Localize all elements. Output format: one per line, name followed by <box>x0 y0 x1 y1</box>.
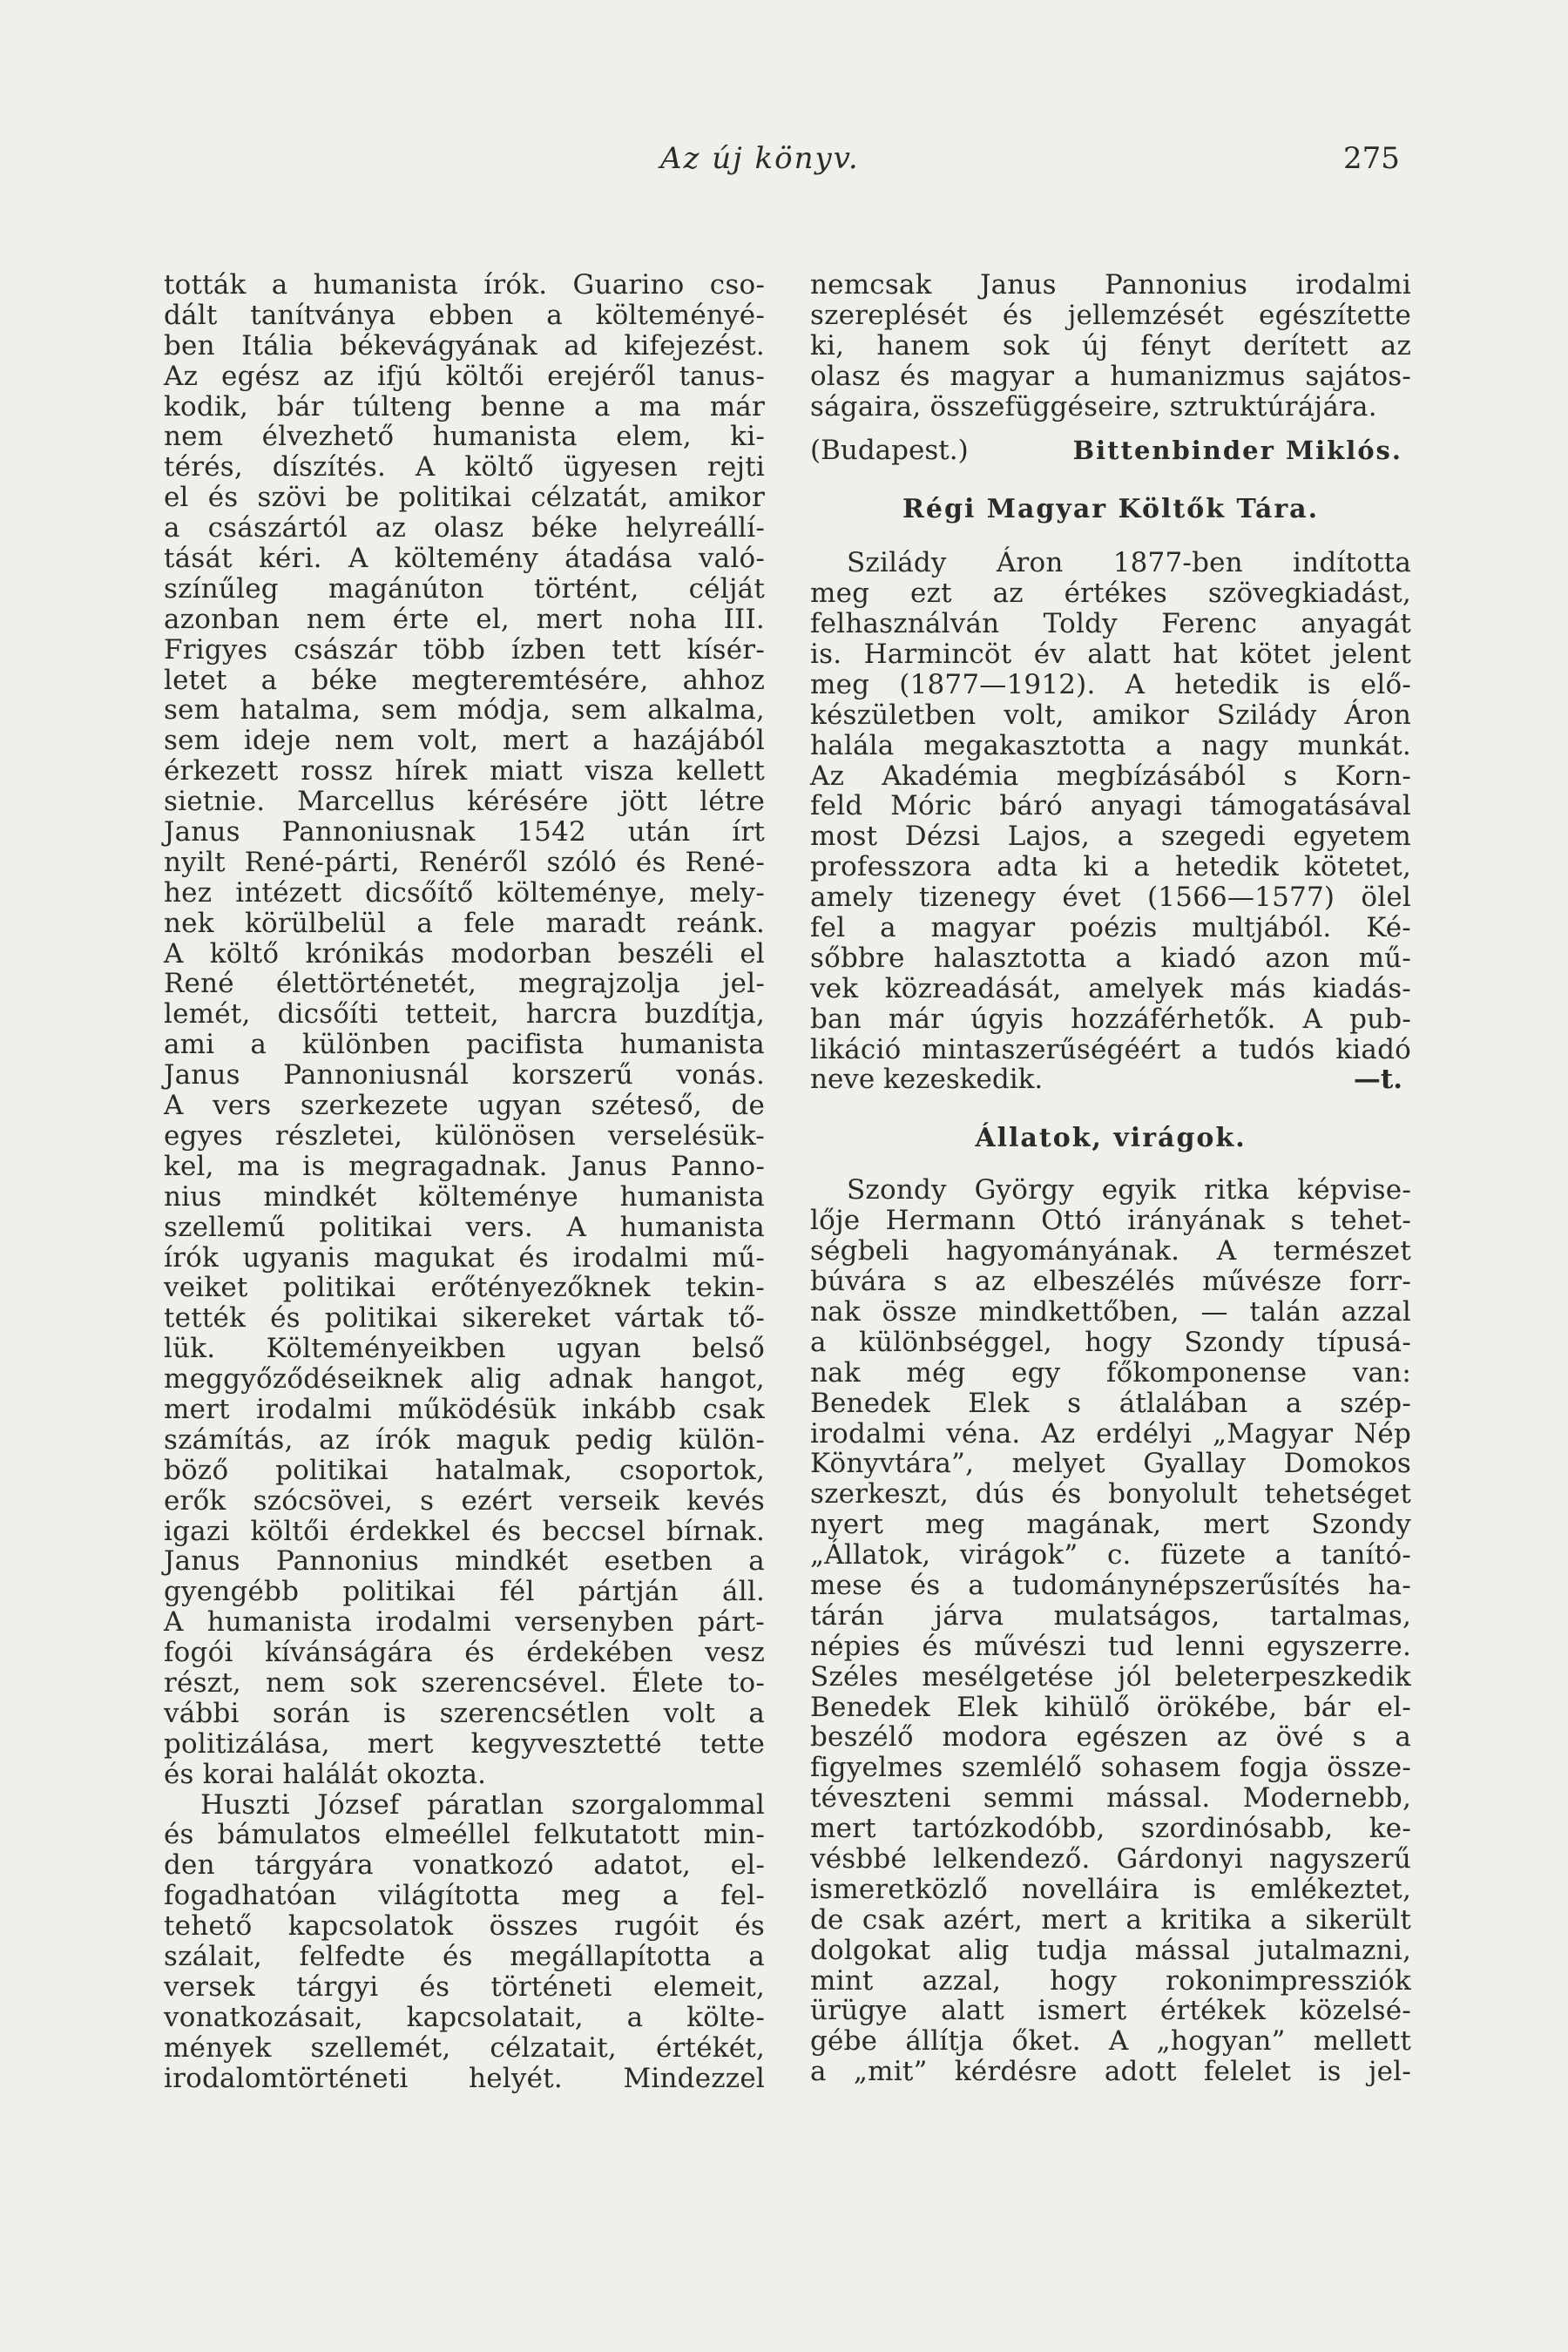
section-2-paragraph <box>810 1175 1411 2087</box>
text-line: halála megakasztotta a nagy munkát. <box>810 729 1411 761</box>
left-paragraph-1 <box>164 270 765 1790</box>
text-line: versek tárgyi és történeti elemeit, <box>164 1970 765 2003</box>
text-line: Benedek Elek kihülő örökébe, bár el- <box>810 1691 1411 1723</box>
text-line: A humanista irodalmi versenyben párt- <box>164 1606 765 1639</box>
text-line: likáció mintaszerűségéért a tudós kiadó <box>810 1033 1411 1065</box>
text-line: Janus Pannoniusnál korszerű vonás. <box>164 1059 765 1092</box>
text-line: irodalmi véna. Az erdélyi „Magyar Nép <box>810 1417 1411 1450</box>
right-column <box>810 270 1411 2087</box>
running-title: Az új könyv. <box>660 141 860 176</box>
text-line: fogadhatóan világította meg a fel- <box>164 1880 765 1912</box>
text-line: búvára s az elbeszélés művésze forr- <box>810 1266 1411 1298</box>
text-line: Szondy György egyik ritka képvise- <box>847 1174 1411 1206</box>
text-line: ismeretközlő novelláira is emlékeztet, <box>810 1873 1411 1905</box>
text-line: a különbséggel, hogy Szondy típusá- <box>810 1326 1411 1358</box>
text-line: figyelmes szemlélő sohasem fogja össze- <box>810 1752 1411 1784</box>
text-line: Könyvtára”, melyet Gyallay Domokos <box>810 1448 1411 1480</box>
section-heading-allatok-viragok: Állatok, virágok. <box>975 1123 1247 1154</box>
text-line: szereplését és jellemzését egészítette <box>810 299 1411 331</box>
text-line: René élettörténetét, megrajzolja jel- <box>164 968 765 1000</box>
text-line: nek körülbelül a fele maradt reánk. <box>164 907 765 939</box>
text-line: gyengébb politikai fél pártján áll. <box>164 1576 765 1608</box>
text-line: tehető kapcsolatok összes rugóit és <box>164 1910 765 1943</box>
text-line: mese és a tudománynépszerűsítés ha- <box>810 1569 1411 1601</box>
text-line: nak még egy főkomponense van: <box>810 1356 1411 1389</box>
text-line: böző politikai hatalmak, csoportok, <box>164 1454 765 1486</box>
text-line: szálait, felfedte és megállapította a <box>164 1940 765 1972</box>
text-line: Az Akadémia megbízásából s Korn- <box>810 760 1411 792</box>
text-line: azonban nem érte el, mert noha III. <box>164 603 765 635</box>
text-line: sem hatalma, sem módja, sem alkalma, <box>164 694 765 727</box>
text-line: dolgokat alig tudja mással jutalmazni, <box>810 1934 1411 1966</box>
text-line: hez intézett dicsőítő költeménye, mely- <box>164 876 765 909</box>
text-line: kel, ma is megragadnak. Janus Panno- <box>164 1150 765 1182</box>
text-line: olasz és magyar a humanizmus sajátos- <box>810 360 1411 392</box>
text-line: nyilt René-párti, Renéről szóló és René- <box>164 846 765 878</box>
place-of-writing: (Budapest.) <box>810 435 969 467</box>
text-line: igazi költői érdekkel és beccsel bírnak. <box>164 1515 765 1547</box>
text-line: lője Hermann Ottó irányának s tehet- <box>810 1205 1411 1237</box>
text-line: „Állatok, virágok” c. füzete a tanító- <box>810 1539 1411 1571</box>
text-line: sietnie. Marcellus kérésére jött létre <box>164 786 765 818</box>
text-line: lük. Költeményeikben ugyan belső <box>164 1333 765 1365</box>
text-line: a „mit” kérdésre adott felelet is jel- <box>810 2056 1411 2088</box>
text-line: Janus Pannonius mindkét esetben a <box>164 1545 765 1578</box>
text-line: nius mindkét költeménye humanista <box>164 1180 765 1213</box>
text-line: és korai halálát okozta. <box>164 1758 487 1790</box>
text-line: készületben volt, amikor Szilády Áron <box>810 699 1411 731</box>
text-line: vésbbé lelkendező. Gárdonyi nagyszerű <box>810 1842 1411 1875</box>
text-line: vek közreadását, amelyek más kiadás- <box>810 972 1411 1004</box>
text-line: írók ugyanis magukat és irodalmi mű- <box>164 1241 765 1274</box>
text-line: fel a magyar poézis multjából. Ké- <box>810 912 1411 944</box>
text-line: ságaira, összefüggéseire, sztruktúrájára. <box>810 390 1377 422</box>
text-line: meg ezt az értékes szövegkiadást, <box>810 578 1411 610</box>
text-line: meg (1877—1912). A hetedik is elő- <box>810 668 1411 700</box>
text-line: színűleg magánúton történt, célját <box>164 572 765 605</box>
review-signature-line <box>810 436 1411 466</box>
text-line: el és szövi be politikai célzatát, amikor <box>164 482 765 514</box>
text-line: mint azzal, hogy rokonimpressziók <box>810 1964 1411 1997</box>
text-line: politizálása, mert kegyvesztetté tette <box>164 1727 765 1760</box>
text-line: nemcsak Janus Pannonius irodalmi <box>810 269 1411 301</box>
text-line: is. Harmincöt év alatt hat kötet jelent <box>810 639 1411 671</box>
text-line: szellemű politikai vers. A humanista <box>164 1211 765 1243</box>
text-line: téveszteni semmi mással. Modernebb, <box>810 1782 1411 1815</box>
text-line: vábbi során is szerencsétlen volt a <box>164 1697 765 1729</box>
text-line: de csak azért, mert a kritika a sikerült <box>810 1903 1411 1936</box>
text-line: és bámulatos elmeéllel felkutatott min- <box>164 1819 765 1851</box>
text-line: veiket politikai erőtényezőknek tekin- <box>164 1272 765 1304</box>
page-number: 275 <box>1343 141 1400 176</box>
section-1-paragraph <box>810 548 1411 1064</box>
text-line: erők szócsövei, s ezért verseik kevés <box>164 1484 765 1517</box>
text-line: gébe állítja őket. A „hogyan” mellett <box>810 2025 1411 2058</box>
text-line: dált tanítványa ebben a költeményé- <box>164 299 765 331</box>
text-line: fogói kívánságára és érdekében vesz <box>164 1637 765 1669</box>
text-line: A vers szerkezete ugyan széteső, de <box>164 1090 765 1122</box>
text-line: mert tartózkodóbb, szordinósabb, ke- <box>810 1813 1411 1845</box>
text-line: Huszti József páratlan szorgalommal <box>200 1788 765 1821</box>
review-author-signature: Bittenbinder Miklós. <box>1072 436 1402 466</box>
text-line: Szilády Áron 1877-ben indította <box>847 547 1411 579</box>
text-line: tárán járva mulatságos, tartalmas, <box>810 1599 1411 1632</box>
text-line: érkezett rossz hírek miatt visza kellett <box>164 755 765 787</box>
text-line: lemét, dicsőíti tetteit, harcra buzdítja, <box>164 998 765 1031</box>
text-line: nyert meg magának, mert Szondy <box>810 1509 1411 1541</box>
text-line: egyes részletei, különösen verselésük- <box>164 1119 765 1152</box>
section-1-last-line <box>810 1064 1411 1095</box>
text-line: mények szellemét, célzatait, értékét, <box>164 2031 765 2064</box>
text-line: professzora adta ki a hetedik kötetet, <box>810 851 1411 883</box>
text-line: letet a béke megteremtésére, ahhoz <box>164 664 765 696</box>
text-line: most Dézsi Lajos, a szegedi egyetem <box>810 821 1411 853</box>
left-column <box>164 270 765 2093</box>
text-line: vonatkozásait, kapcsolatait, a költe- <box>164 2001 765 2033</box>
section-1-author-mark: —t. <box>1353 1064 1402 1096</box>
text-line: amely tizenegy évet (1566—1577) ölel <box>810 882 1411 914</box>
text-line: meggyőződéseiknek alig adnak hangot, <box>164 1363 765 1396</box>
text-line: mert irodalmi működésük inkább csak <box>164 1393 765 1425</box>
text-line: ürügye alatt ismert értékek közelsé- <box>810 1995 1411 2027</box>
text-line: tását kéri. A költemény átadása való- <box>164 543 765 575</box>
text-line: a császártól az olasz béke helyreállí- <box>164 512 765 544</box>
text-line: ségbeli hagyományának. A természet <box>810 1235 1411 1267</box>
section-1-last-text: neve kezeskedik. <box>810 1064 1044 1096</box>
section-heading-regi-magyar-koltok-tara: Régi Magyar Költők Tára. <box>902 494 1320 525</box>
text-line: feld Móric báró anyagi támogatásával <box>810 790 1411 822</box>
right-intro-paragraph <box>810 270 1411 422</box>
text-line: den tárgyára vonatkozó adatot, el- <box>164 1849 765 1882</box>
text-line: népies és művészi tud lenni egyszerre. <box>810 1630 1411 1662</box>
text-line: Janus Pannoniusnak 1542 után írt <box>164 816 765 848</box>
text-line: tották a humanista írók. Guarino cso- <box>164 269 765 301</box>
text-line: ban már úgyis hozzáférhetők. A pub- <box>810 1003 1411 1035</box>
text-line: részt, nem sok szerencsével. Élete to- <box>164 1666 765 1699</box>
text-line: Széles mesélgetése jól beleterpeszkedik <box>810 1660 1411 1693</box>
text-line: felhasználván Toldy Ferenc anyagát <box>810 608 1411 640</box>
text-line: sem ideje nem volt, mert a hazájából <box>164 725 765 757</box>
text-line: ben Itália békevágyának ad kifejezést. <box>164 329 765 362</box>
text-line: nem élvezhető humanista elem, ki- <box>164 421 765 453</box>
text-line: Benedek Elek s átlalában a szép- <box>810 1387 1411 1419</box>
text-line: tették és politikai sikereket vártak tő- <box>164 1302 765 1335</box>
text-line: beszélő modora egészen az övé s a <box>810 1721 1411 1754</box>
text-line: kodik, bár túlteng benne a ma már <box>164 390 765 422</box>
text-line: számítás, az írók maguk pedig külön- <box>164 1423 765 1456</box>
text-line: sőbbre halasztotta a kiadó azon mű- <box>810 942 1411 974</box>
left-paragraph-2 <box>164 1790 765 2094</box>
text-line: térés, díszítés. A költő ügyesen rejti <box>164 451 765 483</box>
text-line: szerkeszt, dús és bonyolult tehetséget <box>810 1478 1411 1511</box>
text-line: nak össze mindkettőben, — talán azzal <box>810 1295 1411 1328</box>
text-line: Az egész az ifjú költői erejéről tanus- <box>164 360 765 392</box>
text-line: ami a különben pacifista humanista <box>164 1029 765 1061</box>
text-line: ki, hanem sok új fényt derített az <box>810 329 1411 362</box>
text-line: Frigyes császár több ízben tett kísér- <box>164 633 765 666</box>
text-line: A költő krónikás modorban beszéli el <box>164 937 765 970</box>
text-line: irodalomtörténeti helyét. Mindezzel <box>164 2062 765 2094</box>
